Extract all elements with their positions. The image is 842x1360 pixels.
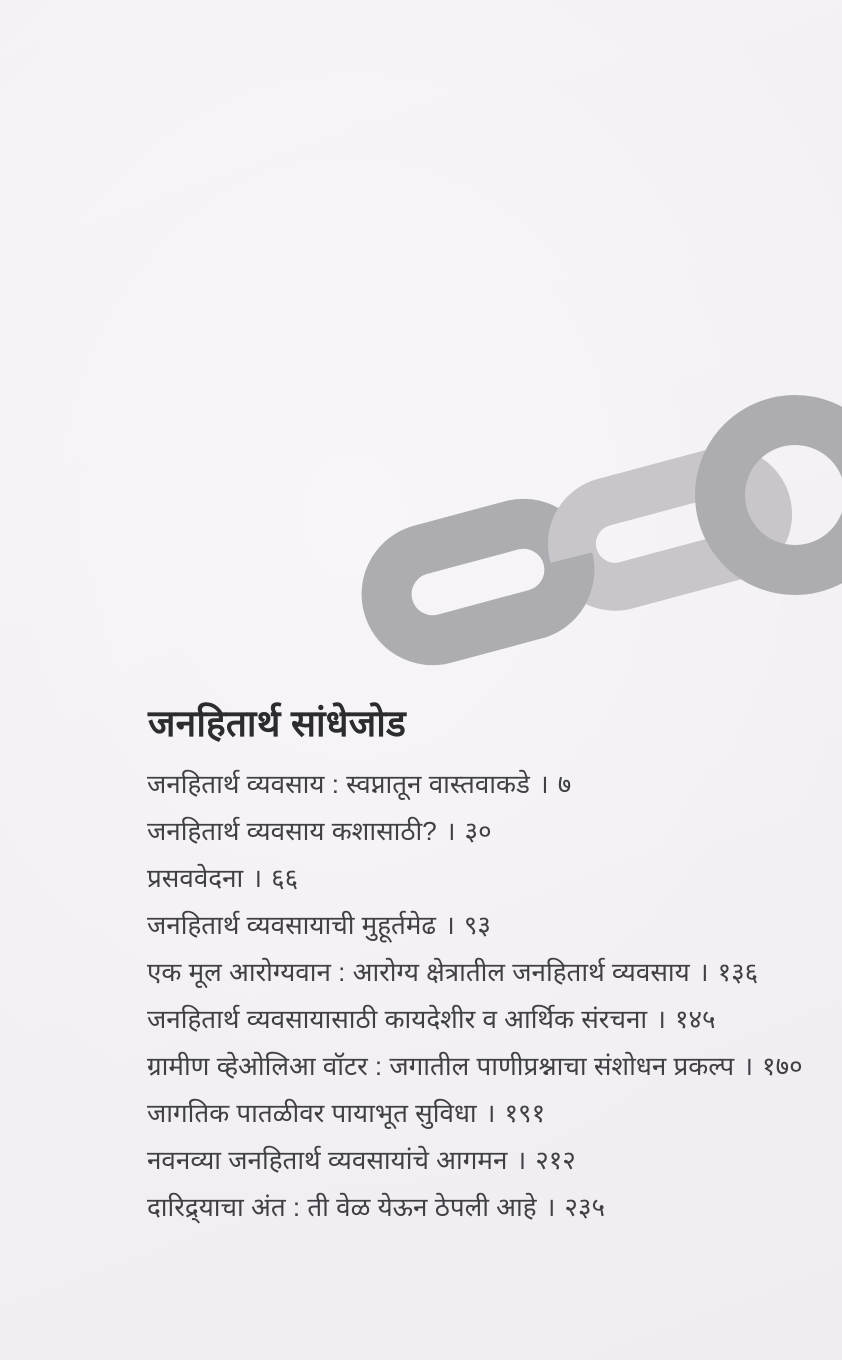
chapter-title: नवनव्या जनहितार्थ व्यवसायांचे आगमन bbox=[147, 1144, 508, 1175]
chapter-page-number: ३० bbox=[464, 815, 492, 846]
chapter-page-number: १४५ bbox=[674, 1003, 716, 1034]
chapter-page-number: ७ bbox=[557, 768, 572, 799]
chapter-page-number: ६६ bbox=[271, 862, 299, 893]
chapter-title: जनहितार्थ व्यवसायासाठी कायदेशीर व आर्थिक संरचना bbox=[147, 1003, 648, 1034]
chapter-title: जनहितार्थ व्यवसाय : स्वप्नातून वास्तवाकडे bbox=[147, 768, 530, 799]
toc-entry bbox=[147, 1135, 807, 1182]
chain-link-middle bbox=[562, 462, 777, 597]
chapter-page-number: १७० bbox=[762, 1050, 803, 1081]
danda-separator: । bbox=[656, 1003, 666, 1034]
chapter-title: प्रसववेदना bbox=[147, 862, 244, 893]
chain-link-left bbox=[376, 513, 579, 650]
chapter-title: दारिद्र्याचा अंत : ती वेळ येऊन ठेपली आहे bbox=[147, 1191, 537, 1222]
toc-entry bbox=[147, 759, 807, 806]
danda-separator: । bbox=[252, 862, 263, 893]
danda-separator: । bbox=[445, 909, 455, 940]
toc-entry bbox=[147, 1088, 807, 1135]
toc-entry bbox=[147, 853, 807, 900]
danda-separator: । bbox=[445, 815, 456, 846]
chapter-page-number: १३६ bbox=[717, 956, 759, 987]
toc-list bbox=[147, 759, 807, 1229]
chain-link-right bbox=[720, 420, 842, 570]
toc-entry bbox=[147, 947, 807, 994]
toc-entry bbox=[147, 994, 807, 1041]
chapter-title: एक मूल आरोग्यवान : आरोग्य क्षेत्रातील जनहितार्थ व्यवसाय bbox=[147, 956, 690, 987]
chapter-title: जनहितार्थ व्यवसाय कशासाठी? bbox=[147, 815, 437, 846]
chapter-page-number: २१२ bbox=[535, 1144, 576, 1175]
danda-separator: । bbox=[743, 1050, 754, 1081]
danda-separator: । bbox=[698, 956, 709, 987]
danda-separator: । bbox=[516, 1144, 527, 1175]
danda-separator: । bbox=[485, 1097, 496, 1128]
chapter-page-number: १९१ bbox=[504, 1097, 546, 1128]
toc-entry bbox=[147, 900, 807, 947]
toc-title: जनहितार्थ सांधेजोड bbox=[148, 703, 406, 744]
chapter-title: जागतिक पातळीवर पायाभूत सुविधा bbox=[147, 1097, 477, 1128]
toc-entry bbox=[147, 1041, 807, 1088]
toc-entry bbox=[147, 1182, 807, 1229]
chapter-page-number: २३५ bbox=[564, 1191, 605, 1222]
chain-link-left-overlap bbox=[376, 513, 579, 650]
chapter-title: ग्रामीण व्हेओलिआ वॉटर : जगातील पाणीप्रश्नाचा संशोधन प्रकल्प bbox=[147, 1050, 735, 1081]
toc-entry bbox=[147, 806, 807, 853]
chapter-page-number: ९३ bbox=[463, 909, 491, 940]
danda-separator: । bbox=[538, 768, 549, 799]
chapter-title: जनहितार्थ व्यवसायाची मुहूर्तमेढ bbox=[147, 909, 437, 940]
danda-separator: । bbox=[545, 1191, 556, 1222]
